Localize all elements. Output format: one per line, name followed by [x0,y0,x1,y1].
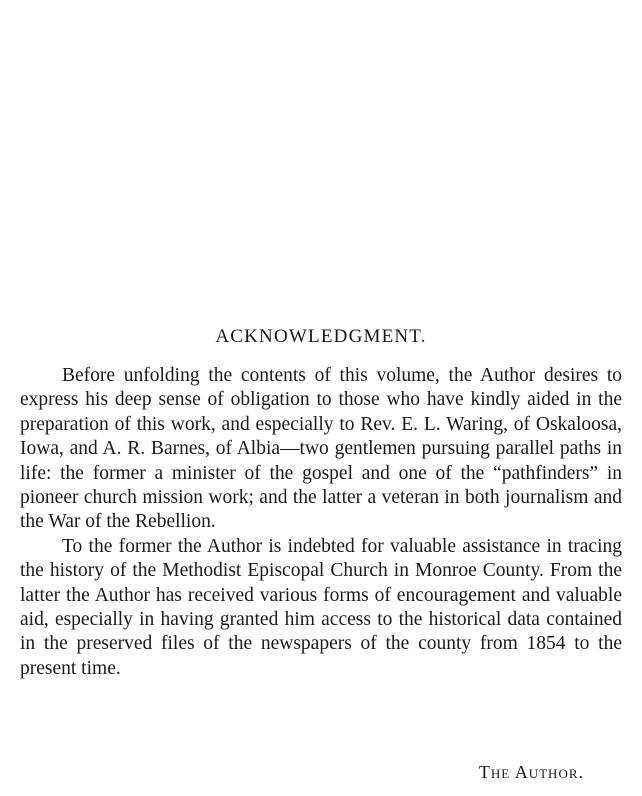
body-text [20,364,622,681]
paragraph-2: To the former the Author is indebted for valuable assistance in tracing the history of the Methodist Episcopal Church in Monroe County. From the latter the Author has received various forms of encouragement and valuable aid, especially in having granted him access to the historical data contained in the preserved files of the newspapers of the county from 1854 to the present time. [20,535,622,679]
page-heading: ACKNOWLEDGMENT. [215,326,427,347]
author-signature: The Author. [478,762,584,782]
paragraph-1: Before unfolding the contents of this volume, the Author desires to express his deep sense of obligation to those who have kindly aided in the preparation of this work, and especially to Rev. E. L. Waring, of Oskaloosa, Iowa, and A. R. Barnes, of Albia—two gentlemen pursuing parallel paths in life: the former a minister of the gospel and one of the “pathfinders” in pioneer church mission work; and the latter a veteran in both journalism and the War of the Rebellion. [20,365,622,533]
